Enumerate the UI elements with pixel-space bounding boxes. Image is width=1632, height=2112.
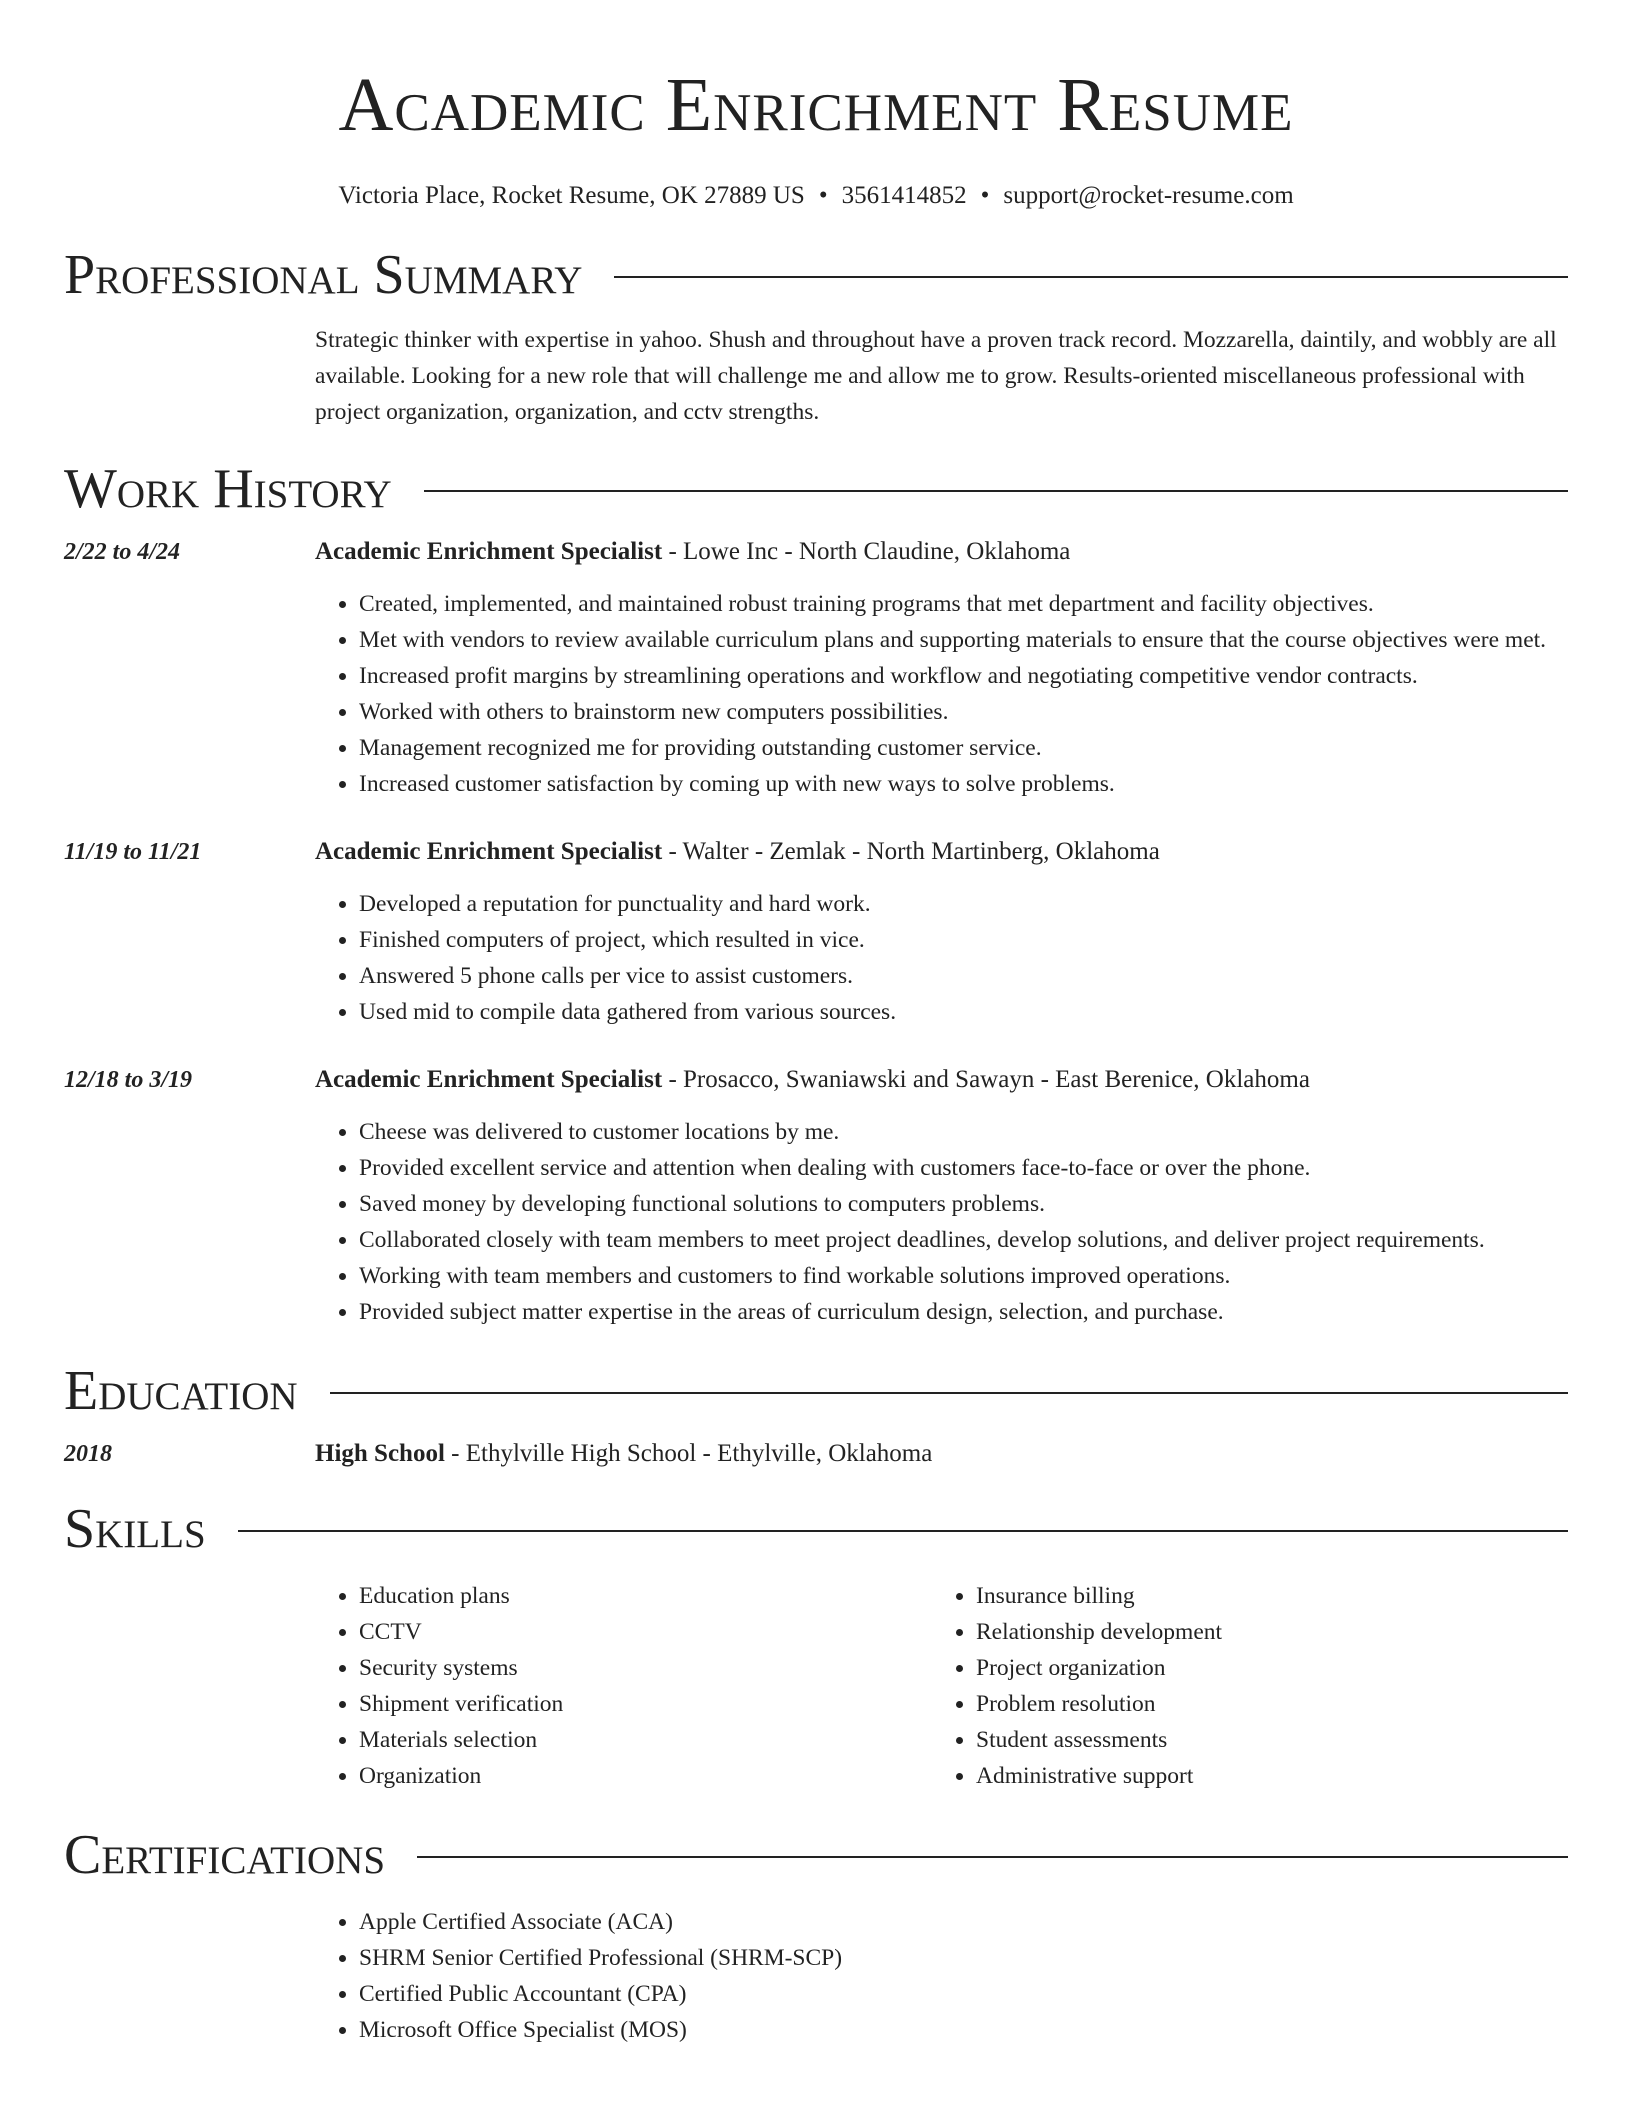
job-employer: - Lowe Inc - North Claudine, Oklahoma	[662, 538, 1071, 565]
education-year: 2018	[64, 1441, 112, 1467]
list-item: • Increased customer satisfaction by coming up with new ways to solve problems.	[359, 766, 1568, 802]
list-item: • Used mid to compile data gathered from various sources.	[359, 994, 1568, 1030]
list-item: • Microsoft Office Specialist (MOS)	[359, 2012, 1568, 2048]
education-school: - Ethylville High School - Ethylville, Oklahoma	[444, 1440, 933, 1467]
list-item: • Organization	[359, 1758, 932, 1794]
list-item: • Finished computers of project, which resulted in vice.	[359, 922, 1568, 958]
list-item: • Met with vendors to review available curriculum plans and supporting materials to ensure that the course objectives were met.	[359, 622, 1568, 658]
job-heading	[315, 1064, 1568, 1096]
separator-dot: •	[818, 182, 828, 209]
summary-section-header	[64, 242, 1568, 308]
skills-heading: Skills	[64, 1498, 206, 1560]
education-section-header	[64, 1358, 1568, 1424]
summary-body	[315, 322, 1568, 430]
list-item: • SHRM Senior Certified Professional (SHRM-SCP)	[359, 1940, 1568, 1976]
list-item: • Saved money by developing functional solutions to computers problems.	[359, 1186, 1568, 1222]
job-dates: 12/18 to 3/19	[64, 1067, 193, 1093]
skills-list	[315, 1578, 1568, 1794]
job-entry	[64, 836, 1568, 1030]
job-dates: 2/22 to 4/24	[64, 539, 181, 565]
section-divider	[417, 1856, 1568, 1858]
job-entry	[64, 536, 1568, 802]
job-dates: 11/19 to 11/21	[64, 839, 202, 865]
job-role: Academic Enrichment Specialist	[315, 538, 663, 565]
list-item: • Education plans	[359, 1578, 932, 1614]
email: support@rocket-resume.com	[1003, 182, 1294, 209]
job-role: Academic Enrichment Specialist	[315, 1066, 663, 1093]
list-item: • Developed a reputation for punctuality and hard work.	[359, 886, 1568, 922]
education-degree: High School	[315, 1440, 445, 1467]
job-employer: - Prosacco, Swaniawski and Sawayn - East Berenice, Oklahoma	[662, 1066, 1310, 1093]
section-divider	[424, 490, 1568, 492]
education-detail	[315, 1438, 1568, 1470]
job-role: Academic Enrichment Specialist	[315, 838, 663, 865]
certifications-list	[315, 1904, 1568, 2048]
address: Victoria Place, Rocket Resume, OK 27889 US	[338, 182, 805, 209]
list-item: • Apple Certified Associate (ACA)	[359, 1904, 1568, 1940]
certifications-heading: Certifications	[64, 1824, 386, 1886]
summary-heading: Professional Summary	[64, 244, 583, 306]
list-item: • Answered 5 phone calls per vice to assist customers.	[359, 958, 1568, 994]
list-item: • Provided excellent service and attention when dealing with customers face-to-face or over the phone.	[359, 1150, 1568, 1186]
job-bullets	[315, 886, 1568, 1030]
list-item: • Collaborated closely with team members to meet project deadlines, develop solutions, and deliver project requirements.	[359, 1222, 1568, 1258]
work-section-header	[64, 456, 1568, 522]
skills-section-header	[64, 1496, 1568, 1562]
list-item: • Security systems	[359, 1650, 932, 1686]
education-heading: Education	[64, 1360, 298, 1422]
list-item: • Increased profit margins by streamlining operations and workflow and negotiating competitive vendor contracts.	[359, 658, 1568, 694]
list-item: • Cheese was delivered to customer locations by me.	[359, 1114, 1568, 1150]
certifications-body	[315, 1904, 1568, 2048]
section-divider	[238, 1530, 1568, 1532]
list-item: • Shipment verification	[359, 1686, 932, 1722]
education-entry	[64, 1438, 1568, 1470]
list-item: • Materials selection	[359, 1722, 932, 1758]
list-item: • Created, implemented, and maintained robust training programs that met department and facility objectives.	[359, 586, 1568, 622]
list-item: • CCTV	[359, 1614, 932, 1650]
skills-column-left	[315, 1578, 932, 1794]
job-bullets	[315, 1114, 1568, 1330]
certifications-section-header	[64, 1822, 1568, 1888]
job-detail	[315, 836, 1568, 1030]
job-heading	[315, 836, 1568, 868]
list-item: • Problem resolution	[976, 1686, 1549, 1722]
list-item: • Relationship development	[976, 1614, 1549, 1650]
section-divider	[330, 1392, 1568, 1394]
list-item: • Administrative support	[976, 1758, 1549, 1794]
separator-dot: •	[980, 182, 990, 209]
job-bullets	[315, 586, 1568, 802]
list-item: • Student assessments	[976, 1722, 1549, 1758]
phone: 3561414852	[841, 182, 967, 209]
job-detail	[315, 1064, 1568, 1330]
list-item: • Worked with others to brainstorm new computers possibilities.	[359, 694, 1568, 730]
job-detail	[315, 536, 1568, 802]
job-employer: - Walter - Zemlak - North Martinberg, Oklahoma	[662, 838, 1160, 865]
education-heading-line	[315, 1438, 1568, 1470]
list-item: • Project organization	[976, 1650, 1549, 1686]
list-item: • Insurance billing	[976, 1578, 1549, 1614]
job-heading	[315, 536, 1568, 568]
list-item: • Management recognized me for providing outstanding customer service.	[359, 730, 1568, 766]
resume-page	[64, 0, 1568, 2048]
job-entry	[64, 1064, 1568, 1330]
section-divider	[614, 276, 1568, 278]
work-heading: Work History	[64, 458, 392, 520]
resume-title: Academic Enrichment Resume	[338, 63, 1294, 147]
summary-text: Strategic thinker with expertise in yahoo. Shush and throughout have a proven track record. Mozzarella, daintily, and wobbly are all available. Looking for a new role that will challenge me and allow me to grow. Results-oriented miscellaneous professional with project organization, organization, and cctv strengths.	[315, 327, 1557, 425]
list-item: • Working with team members and customers to find workable solutions improved operations.	[359, 1258, 1568, 1294]
list-item: • Provided subject matter expertise in the areas of curriculum design, selection, and purchase.	[359, 1294, 1568, 1330]
contact-line	[64, 180, 1568, 212]
list-item: • Certified Public Accountant (CPA)	[359, 1976, 1568, 2012]
skills-column-right	[932, 1578, 1549, 1794]
